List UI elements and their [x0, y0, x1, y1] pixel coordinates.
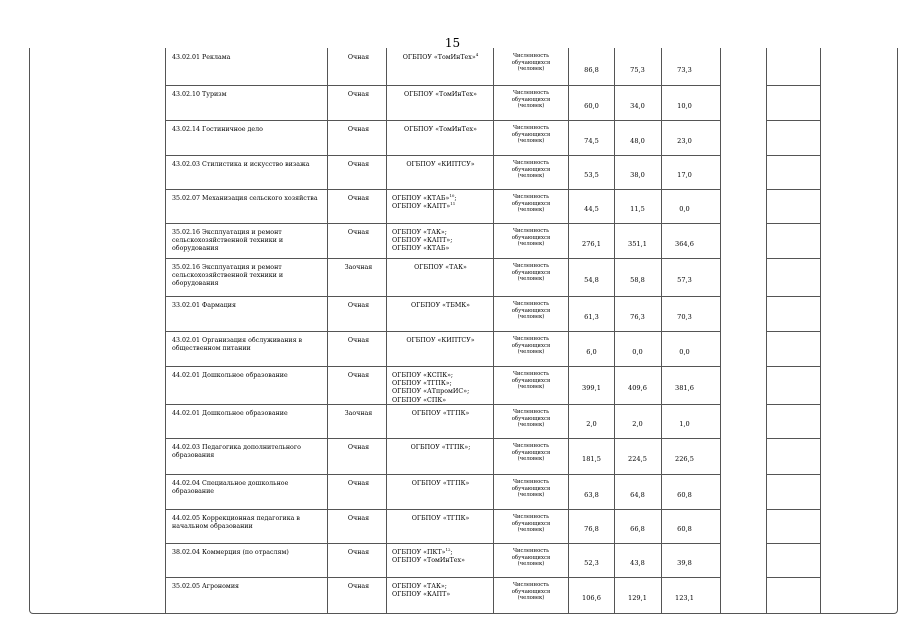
- organization-text: ОГБПОУ «ТомИнТех»: [402, 54, 476, 61]
- row-study-form: Очная: [347, 549, 370, 556]
- indicator-line: обучающихся: [511, 59, 551, 66]
- organization-text: ОГБПОУ «КАПТ»;: [392, 237, 453, 245]
- indicator-line: Численность: [512, 53, 550, 59]
- value-year-3: 381,6: [675, 384, 694, 392]
- row-organizations: [392, 192, 492, 211]
- value-year-3: 39,8: [677, 559, 692, 567]
- organization-text: ОГБПОУ «КАПТ»: [392, 203, 451, 211]
- value-year-1: 74,5: [584, 137, 599, 145]
- row-separator: [766, 85, 820, 86]
- row-specialty: 43.02.10 Туризм: [172, 91, 227, 98]
- row-indicator: [494, 301, 568, 321]
- value-year-1: 106,6: [582, 594, 601, 602]
- row-separator: [165, 438, 720, 439]
- indicator-line: обучающихся: [511, 554, 551, 561]
- row-specialty: 44.02.03 Педагогика дополнительного образования: [172, 444, 301, 460]
- row-specialty: 43.02.14 Гостиничное дело: [172, 126, 263, 133]
- organization-name: [388, 161, 493, 169]
- value-year-2: 34,0: [630, 102, 645, 110]
- organization-name: [392, 388, 492, 396]
- value-year-1: 60,0: [584, 102, 599, 110]
- organization-name: [392, 245, 492, 253]
- row-indicator: [494, 548, 568, 568]
- row-separator: [766, 474, 820, 475]
- value-year-1: 54,8: [584, 276, 599, 284]
- indicator-line: обучающихся: [511, 234, 551, 241]
- row-study-form: Очная: [347, 302, 370, 309]
- row-specialty: 35.02.16 Эксплуатация и ремонт сельскохозяйственной техники и оборудования: [172, 229, 284, 253]
- row-indicator: [494, 160, 568, 180]
- value-year-2: 43,8: [630, 559, 645, 567]
- value-year-1: 61,3: [584, 313, 599, 321]
- indicator-line: обучающихся: [511, 166, 551, 173]
- row-indicator: [494, 371, 568, 391]
- row-separator: [165, 577, 720, 578]
- row-separator: [766, 577, 820, 578]
- value-year-3: 60,8: [677, 525, 692, 533]
- row-indicator: [494, 53, 568, 73]
- value-year-3: 57,3: [677, 276, 692, 284]
- value-year-3: 0,0: [679, 205, 690, 213]
- value-year-3: 73,3: [677, 66, 692, 74]
- row-organizations: [388, 51, 493, 62]
- indicator-line: обучающихся: [511, 131, 551, 138]
- row-study-form: Очная: [347, 54, 370, 61]
- value-year-3: 17,0: [677, 171, 692, 179]
- row-separator: [165, 331, 720, 332]
- row-separator: [766, 223, 820, 224]
- row-study-form: Очная: [347, 337, 370, 344]
- indicator-line: обучающихся: [511, 485, 551, 492]
- row-separator: [165, 509, 720, 510]
- row-organizations: [388, 161, 493, 169]
- row-indicator: [494, 228, 568, 248]
- organization-name: [392, 237, 492, 245]
- row-organizations: [392, 372, 492, 405]
- organization-text: ОГБПОУ «ТГПК»: [411, 480, 470, 487]
- row-study-form: Очная: [347, 480, 370, 487]
- row-separator: [766, 296, 820, 297]
- value-year-2: 76,3: [630, 313, 645, 321]
- organization-text: ОГБПОУ «ТомИнТех»: [392, 557, 465, 565]
- value-year-1: 52,3: [584, 559, 599, 567]
- row-study-form: Заочная: [344, 410, 373, 417]
- row-study-form: Заочная: [344, 264, 373, 271]
- organization-text: ОГБПОУ «ТАК»;: [392, 583, 447, 590]
- row-indicator: [494, 90, 568, 110]
- row-separator: [165, 189, 720, 190]
- row-separator: [766, 543, 820, 544]
- row-indicator: [494, 479, 568, 499]
- value-year-3: 123,1: [675, 594, 694, 602]
- organization-text: ОГБПОУ «АТпромИС»;: [392, 388, 470, 396]
- indicator-line: (человек): [517, 595, 545, 602]
- organization-text: ОГБПОУ «КИПТСУ»: [406, 161, 475, 168]
- organization-text: ОГБПОУ «ТГПК»: [411, 515, 470, 522]
- row-specialty: 44.02.01 Дошкольное образование: [172, 410, 288, 417]
- value-year-2: 351,1: [628, 240, 647, 248]
- row-specialty: 33.02.01 Фармация: [172, 302, 236, 309]
- row-separator: [165, 296, 720, 297]
- footnote-ref: 10: [449, 192, 455, 198]
- organization-text: ОГБПОУ «ТГПК»: [411, 410, 470, 417]
- indicator-line: обучающихся: [511, 415, 551, 422]
- organization-name: [392, 591, 492, 599]
- indicator-line: (человек): [517, 138, 545, 145]
- row-organizations: [388, 91, 493, 99]
- indicator-line: обучающихся: [511, 307, 551, 314]
- row-specialty: 43.02.01 Реклама: [172, 54, 231, 61]
- organization-name: [388, 480, 493, 488]
- indicator-line: (человек): [517, 241, 545, 248]
- row-organizations: [388, 480, 493, 488]
- row-study-form: Очная: [347, 444, 370, 451]
- organization-text: ОГБПОУ «КТАБ»: [392, 245, 450, 253]
- value-year-2: 129,1: [628, 594, 647, 602]
- organization-name: [392, 583, 492, 591]
- indicator-line: Численность: [512, 548, 550, 554]
- row-separator: [766, 155, 820, 156]
- organization-name: [388, 302, 493, 310]
- row-specialty: 44.02.05 Коррекционная педагогика в начальном образовании: [172, 515, 300, 531]
- row-separator: [766, 120, 820, 121]
- indicator-line: (человек): [517, 173, 545, 180]
- indicator-line: (человек): [517, 66, 545, 73]
- row-separator: [165, 404, 720, 405]
- indicator-line: Численность: [512, 90, 550, 96]
- row-separator: [766, 404, 820, 405]
- indicator-line: Численность: [512, 371, 550, 377]
- value-year-2: 0,0: [632, 348, 643, 356]
- footnote-ref: 4: [475, 51, 479, 57]
- organization-name: [392, 192, 492, 203]
- value-year-3: 70,3: [677, 313, 692, 321]
- indicator-line: Численность: [512, 263, 550, 269]
- grid-line: [820, 48, 821, 614]
- row-indicator: [494, 582, 568, 602]
- value-year-1: 44,5: [584, 205, 599, 213]
- indicator-line: Численность: [512, 582, 550, 588]
- value-year-3: 226,5: [675, 455, 694, 463]
- indicator-line: Численность: [512, 479, 550, 485]
- footnote-ref: 11: [450, 201, 456, 207]
- indicator-line: Численность: [512, 409, 550, 415]
- indicator-line: обучающихся: [511, 342, 551, 349]
- organization-text: ОГБПОУ «ПКТ»: [392, 549, 446, 556]
- row-specialty: 44.02.04 Специальное дошкольное образование: [172, 480, 289, 496]
- row-specialty: 38.02.04 Коммерция (по отраслям): [172, 549, 289, 556]
- value-year-1: 63,8: [584, 491, 599, 499]
- organization-text: ОГБПОУ «ТАК»: [414, 264, 467, 271]
- value-year-1: 76,8: [584, 525, 599, 533]
- indicator-line: (человек): [517, 384, 545, 391]
- value-year-3: 0,0: [679, 348, 690, 356]
- indicator-line: (человек): [517, 314, 545, 321]
- row-separator: [165, 223, 720, 224]
- organization-name: [388, 444, 493, 452]
- row-indicator: [494, 336, 568, 356]
- row-separator: [766, 258, 820, 259]
- row-organizations: [388, 302, 493, 310]
- value-year-2: 409,6: [628, 384, 647, 392]
- organization-name: [388, 51, 493, 62]
- value-year-1: 276,1: [582, 240, 601, 248]
- value-year-3: 60,8: [677, 491, 692, 499]
- value-year-2: 75,3: [630, 66, 645, 74]
- indicator-line: (человек): [517, 207, 545, 214]
- value-year-3: 10,0: [677, 102, 692, 110]
- indicator-line: обучающихся: [511, 200, 551, 207]
- row-organizations: [392, 546, 492, 565]
- indicator-line: (человек): [517, 527, 545, 534]
- row-organizations: [392, 229, 492, 254]
- row-indicator: [494, 263, 568, 283]
- grid-line: [720, 48, 721, 614]
- indicator-line: (человек): [517, 422, 545, 429]
- value-year-2: 66,8: [630, 525, 645, 533]
- row-separator: [766, 509, 820, 510]
- row-study-form: Очная: [347, 583, 370, 590]
- value-year-2: 64,8: [630, 491, 645, 499]
- row-organizations: [388, 410, 493, 418]
- indicator-line: обучающихся: [511, 520, 551, 527]
- row-specialty: 43.02.01 Организация обслуживания в общественном питании: [172, 337, 303, 353]
- row-specialty: 43.02.03 Стилистика и искусство визажа: [172, 161, 310, 168]
- row-separator: [766, 189, 820, 190]
- row-separator: [165, 366, 720, 367]
- value-year-2: 48,0: [630, 137, 645, 145]
- organization-name: [392, 546, 492, 557]
- organization-name: [392, 203, 492, 211]
- organization-name: [388, 337, 493, 345]
- row-study-form: Очная: [347, 161, 370, 168]
- indicator-line: (человек): [517, 561, 545, 568]
- value-year-3: 364,6: [675, 240, 694, 248]
- value-year-2: 58,8: [630, 276, 645, 284]
- organization-text: ОГБПОУ «ТГПК»;: [392, 380, 452, 388]
- row-organizations: [388, 515, 493, 523]
- organization-text: ОГБПОУ «СПК»: [392, 396, 447, 404]
- organization-name: [388, 91, 493, 99]
- row-specialty: 35.02.05 Агрономия: [172, 583, 239, 590]
- row-indicator: [494, 443, 568, 463]
- row-indicator: [494, 409, 568, 429]
- organization-tail: ;: [450, 549, 453, 556]
- value-year-1: 86,8: [584, 66, 599, 74]
- organization-text: ОГБПОУ «КИПТСУ»: [406, 337, 475, 344]
- row-organizations: [388, 264, 493, 272]
- organization-text: ОГБПОУ «ТомИнТех»: [404, 91, 477, 98]
- indicator-line: (человек): [517, 492, 545, 499]
- indicator-line: Численность: [512, 301, 550, 307]
- indicator-line: (человек): [517, 276, 545, 283]
- row-indicator: [494, 514, 568, 534]
- indicator-line: обучающихся: [511, 377, 551, 384]
- organization-text: ОГБПОУ «ТАК»;: [392, 229, 447, 236]
- footnote-ref: 12: [445, 546, 451, 552]
- value-year-2: 11,5: [630, 205, 645, 213]
- row-separator: [165, 85, 720, 86]
- organization-name: [392, 557, 492, 565]
- indicator-line: Численность: [512, 194, 550, 200]
- row-study-form: Очная: [347, 229, 370, 236]
- row-separator: [165, 258, 720, 259]
- indicator-line: Численность: [512, 514, 550, 520]
- row-specialty: 44.02.01 Дошкольное образование: [172, 372, 288, 379]
- indicator-line: Численность: [512, 125, 550, 131]
- organization-name: [388, 515, 493, 523]
- organization-tail: ;: [454, 195, 457, 202]
- row-study-form: Очная: [347, 91, 370, 98]
- row-study-form: Очная: [347, 126, 370, 133]
- organization-name: [388, 126, 493, 134]
- value-year-2: 2,0: [632, 420, 643, 428]
- organization-text: ОГБПОУ «ТБМК»: [410, 302, 471, 309]
- row-study-form: Очная: [347, 372, 370, 379]
- row-study-form: Очная: [347, 515, 370, 522]
- row-separator: [165, 474, 720, 475]
- row-separator: [766, 331, 820, 332]
- row-organizations: [388, 126, 493, 134]
- organization-name: [392, 380, 492, 388]
- row-organizations: [392, 583, 492, 599]
- organization-name: [392, 372, 492, 380]
- row-separator: [165, 120, 720, 121]
- row-separator: [766, 438, 820, 439]
- row-specialty: 35.02.16 Эксплуатация и ремонт сельскохозяйственной техники и оборудования: [172, 264, 284, 288]
- row-study-form: Очная: [347, 195, 370, 202]
- organization-text: ОГБПОУ «КТАБ»: [392, 195, 450, 202]
- organization-name: [388, 264, 493, 272]
- organization-text: ОГБПОУ «ТГПК»;: [410, 444, 471, 451]
- value-year-1: 53,5: [584, 171, 599, 179]
- value-year-1: 399,1: [582, 384, 601, 392]
- indicator-line: обучающихся: [511, 588, 551, 595]
- row-specialty: 35.02.07 Механизация сельского хозяйства: [172, 195, 318, 202]
- indicator-line: Численность: [512, 228, 550, 234]
- indicator-line: обучающихся: [511, 96, 551, 103]
- value-year-1: 181,5: [582, 455, 601, 463]
- indicator-line: Численность: [512, 160, 550, 166]
- row-indicator: [494, 194, 568, 214]
- organization-text: ОГБПОУ «ТомИнТех»: [404, 126, 477, 133]
- row-separator: [766, 366, 820, 367]
- indicator-line: (человек): [517, 456, 545, 463]
- indicator-line: обучающихся: [511, 449, 551, 456]
- row-separator: [165, 543, 720, 544]
- row-separator: [165, 155, 720, 156]
- value-year-3: 23,0: [677, 137, 692, 145]
- organization-text: ОГБПОУ «КСПК»;: [392, 372, 454, 379]
- value-year-3: 1,0: [679, 420, 690, 428]
- value-year-2: 224,5: [628, 455, 647, 463]
- row-organizations: [388, 444, 493, 452]
- indicator-line: обучающихся: [511, 269, 551, 276]
- page-number: 15: [444, 36, 461, 50]
- value-year-1: 2,0: [586, 420, 597, 428]
- indicator-line: Численность: [512, 336, 550, 342]
- value-year-1: 6,0: [586, 348, 597, 356]
- organization-text: ОГБПОУ «КАПТ»: [392, 591, 451, 599]
- row-indicator: [494, 125, 568, 145]
- organization-name: [392, 229, 492, 237]
- row-organizations: [388, 337, 493, 345]
- indicator-line: Численность: [512, 443, 550, 449]
- indicator-line: (человек): [517, 103, 545, 110]
- value-year-2: 38,0: [630, 171, 645, 179]
- organization-name: [388, 410, 493, 418]
- indicator-line: (человек): [517, 349, 545, 356]
